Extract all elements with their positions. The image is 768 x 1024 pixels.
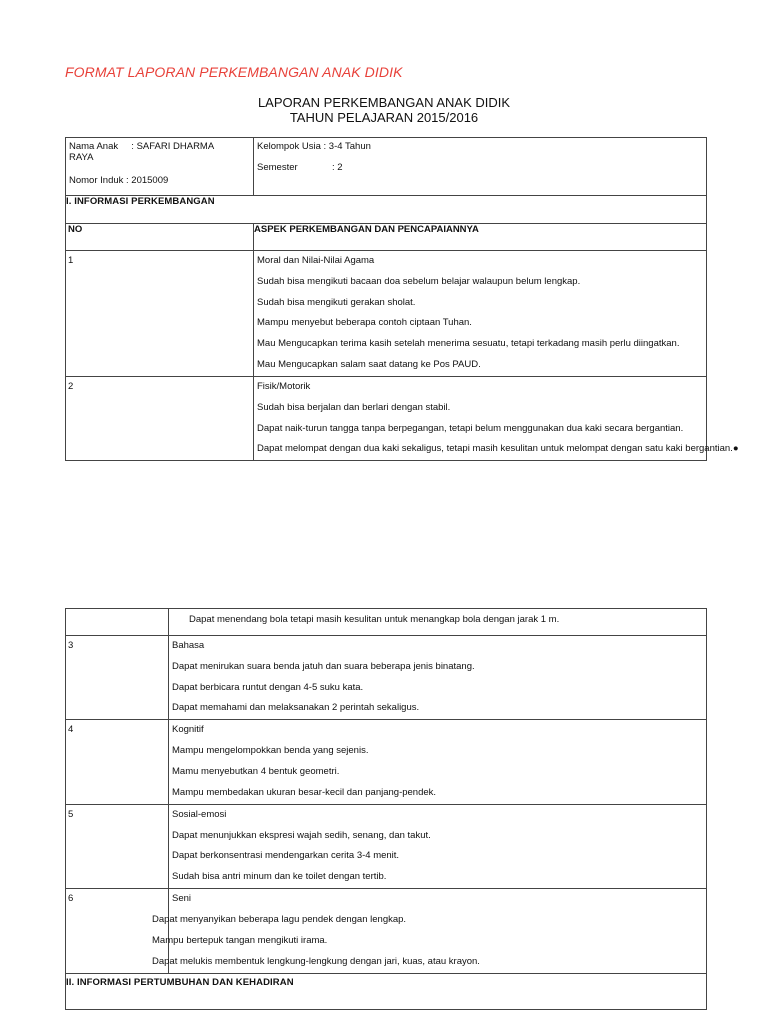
aspect-row bbox=[66, 889, 707, 973]
development-table bbox=[65, 137, 739, 461]
section-row bbox=[66, 196, 707, 224]
aspect-row bbox=[66, 804, 707, 888]
aspect-detail-cell bbox=[254, 251, 707, 377]
aspect-detail-cell bbox=[169, 720, 707, 804]
report-title: LAPORAN PERKEMBANGAN ANAK DIDIK bbox=[257, 95, 511, 110]
aspect-row bbox=[66, 376, 707, 460]
aspect-number: 1 bbox=[68, 255, 74, 266]
section-title-development: I. INFORMASI PERKEMBANGAN bbox=[66, 196, 707, 224]
continued-no-cell bbox=[66, 609, 169, 636]
aspect-number-cell bbox=[66, 804, 169, 888]
section2-row bbox=[66, 973, 707, 1009]
achievement-item: Dapat naik-turun tangga tanpa berpegangan, tetapi belum menggunakan dua kaki secara bergantian. bbox=[257, 422, 684, 434]
achievement-item: Dapat memahami dan melaksanakan 2 perintah sekaligus. bbox=[172, 702, 420, 714]
achievement-item: Dapat melukis membentuk lengkung-lengkung dengan jari, kuas, atau krayon. bbox=[152, 955, 480, 967]
achievement-item: Sudah bisa mengikuti gerakan sholat. bbox=[257, 296, 416, 308]
achievement-item: Dapat berbicara runtut dengan 4-5 suku kata. bbox=[172, 681, 364, 693]
student-id: Nomor Induk : 2015009 bbox=[69, 175, 169, 186]
achievement-item: Mamu menyebutkan 4 bentuk geometri. bbox=[172, 765, 340, 777]
aspect-number: 5 bbox=[68, 808, 74, 820]
report-year: TAHUN PELAJARAN 2015/2016 bbox=[289, 110, 479, 125]
aspect-number-cell bbox=[66, 376, 254, 460]
aspect-number: 2 bbox=[68, 380, 74, 392]
aspect-row bbox=[66, 720, 707, 804]
aspect-detail-cell bbox=[152, 889, 707, 973]
aspect-number-cell bbox=[66, 251, 254, 377]
header-row bbox=[66, 224, 707, 251]
aspect-name: Sosial-emosi bbox=[172, 808, 227, 820]
semester: Semester : 2 bbox=[257, 162, 343, 173]
achievement-item: Sudah bisa mengikuti bacaan doa sebelum belajar walaupun belum lengkap. bbox=[257, 275, 581, 287]
achievement-item: Dapat menirukan suara benda jatuh dan suara beberapa jenis binatang. bbox=[172, 660, 475, 672]
student-name-cont: RAYA bbox=[69, 152, 94, 163]
aspect-number: 6 bbox=[68, 893, 74, 905]
col-no-header: NO bbox=[66, 224, 254, 251]
achievement-item: Sudah bisa antri minum dan ke toilet dengan tertib. bbox=[172, 871, 387, 883]
development-table-continued bbox=[65, 608, 707, 1010]
achievement-item: Mampu membedakan ukuran besar-kecil dan panjang-pendek. bbox=[172, 786, 437, 798]
aspect-name: Bahasa bbox=[172, 640, 205, 651]
continued-item-cell bbox=[169, 609, 707, 636]
aspect-name: Seni bbox=[172, 893, 192, 905]
col-aspect-header: ASPEK PERKEMBANGAN DAN PENCAPAIANNYA bbox=[254, 224, 707, 251]
student-group-cell bbox=[254, 138, 707, 196]
aspect-number-cell bbox=[66, 720, 169, 804]
achievement-item: Dapat menunjukkan ekspresi wajah sedih, senang, dan takut. bbox=[172, 829, 431, 841]
aspect-number-cell bbox=[66, 636, 169, 720]
achievement-item: Sudah bisa berjalan dan berlari dengan stabil. bbox=[257, 401, 451, 413]
aspect-name: Moral dan Nilai-Nilai Agama bbox=[257, 255, 375, 266]
student-identity-cell bbox=[66, 138, 254, 196]
achievement-item: Mampu menyebut beberapa contoh ciptaan Tuhan. bbox=[257, 317, 472, 329]
aspect-name: Fisik/Motorik bbox=[257, 380, 311, 392]
aspect-detail-cell bbox=[169, 636, 707, 720]
achievement-item: Mau Mengucapkan terima kasih setelah menerima sesuatu, tetapi terkadang masih perlu diingatkan. bbox=[257, 338, 680, 350]
achievement-item: Dapat menyanyikan beberapa lagu pendek dengan lengkap. bbox=[152, 913, 407, 925]
aspect-row bbox=[66, 251, 707, 377]
student-name: Nama Anak : SAFARI DHARMA bbox=[69, 141, 215, 152]
aspect-number: 4 bbox=[68, 724, 74, 736]
achievement-item: Dapat berkonsentrasi mendengarkan cerita 3-4 menit. bbox=[172, 850, 400, 862]
continued-row bbox=[66, 609, 707, 636]
section-title-growth: II. INFORMASI PERTUMBUHAN DAN KEHADIRAN bbox=[66, 973, 707, 1009]
aspect-detail-cell bbox=[254, 376, 739, 460]
achievement-item: Mampu mengelompokkan benda yang sejenis. bbox=[172, 745, 369, 757]
continued-item: Dapat menendang bola tetapi masih kesulitan untuk menangkap bola dengan jarak 1 m. bbox=[189, 614, 560, 625]
aspect-row bbox=[66, 636, 707, 720]
achievement-item: Mau Mengucapkan salam saat datang ke Pos PAUD. bbox=[257, 358, 481, 370]
aspect-name: Kognitif bbox=[172, 724, 204, 736]
age-group: Kelompok Usia : 3-4 Tahun bbox=[257, 141, 371, 152]
aspect-number: 3 bbox=[68, 640, 74, 651]
achievement-item: Mampu bertepuk tangan mengikuti irama. bbox=[152, 934, 328, 946]
achievement-item: Dapat melompat dengan dua kaki sekaligus, tetapi masih kesulitan untuk melompat dengan satu kaki bergantian.● bbox=[257, 443, 739, 455]
format-title: FORMAT LAPORAN PERKEMBANGAN ANAK DIDIK bbox=[65, 64, 403, 80]
student-info-row bbox=[66, 138, 707, 196]
aspect-detail-cell bbox=[169, 804, 707, 888]
